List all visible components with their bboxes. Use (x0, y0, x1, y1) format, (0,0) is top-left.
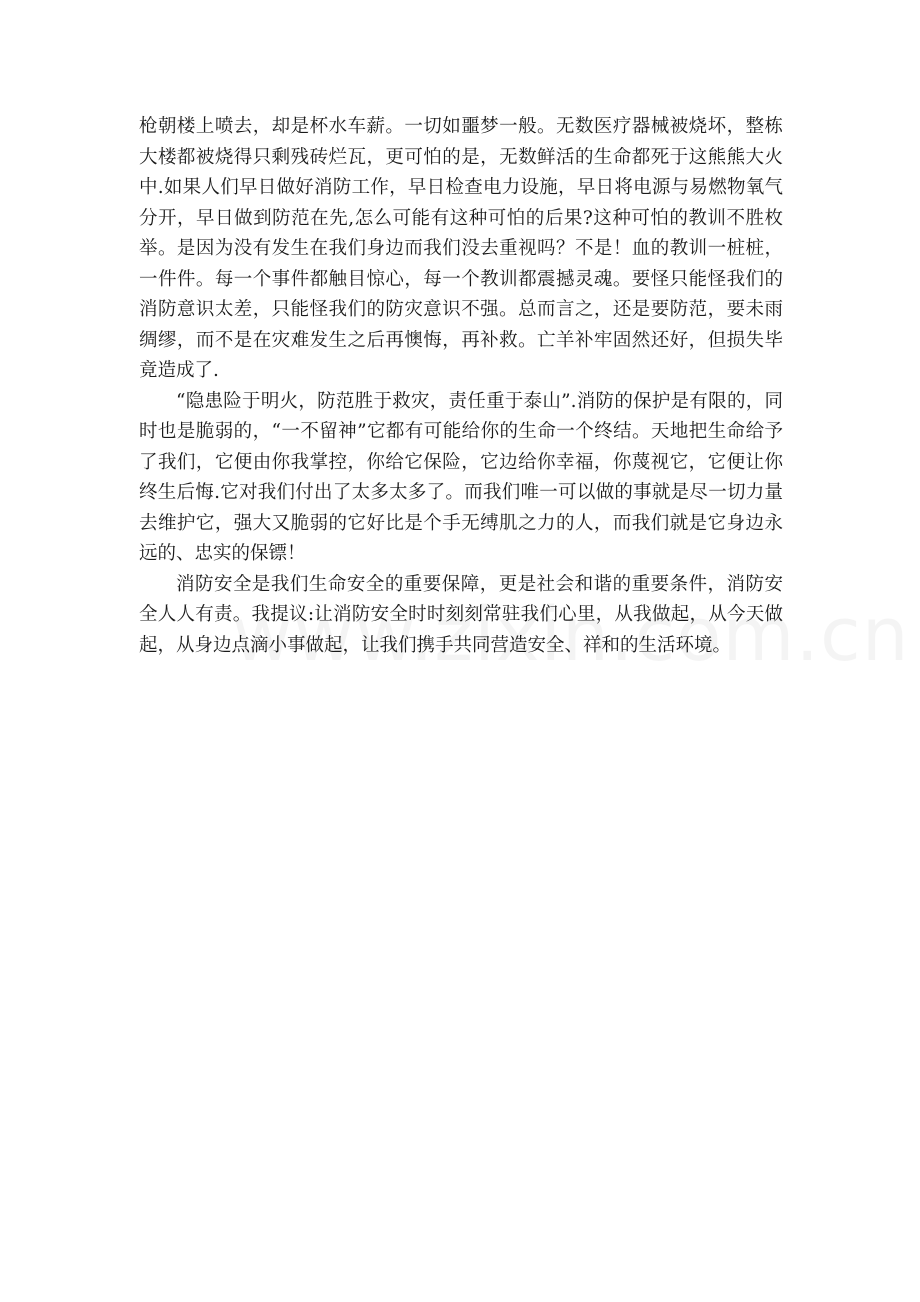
paragraph-1: 枪朝楼上喷去，却是杯水车薪。一切如噩梦一般。无数医疗器械被烧坏，整栋大楼都被烧得只剩残砖烂瓦，更可怕的是，无数鲜活的生命都死于这熊熊大火中.如果人们早日做好消防工作，早日检查电力设施，早日将电源与易燃物氧气分开，早日做到防范在先,怎么可能有这种可怕的后果?这种可怕的教训不胜枚举。是因为没有发生在我们身边而我们没去重视吗？不是！血的教训一桩桩，一件件。每一个事件都触目惊心，每一个教训都震撼灵魂。要怪只能怪我们的消防意识太差，只能怪我们的防灾意识不强。总而言之，还是要防范，要未雨绸缪，而不是在灾难发生之后再懊悔，再补救。亡羊补牢固然还好，但损失毕竟造成了. (139, 116, 783, 381)
document-body (139, 112, 783, 661)
paragraph-3: 消防安全是我们生命安全的重要保障，更是社会和谐的重要条件，消防安全人人有责。我提议:让消防安全时时刻刻常驻我们心里，从我做起，从今天做起，从身边点滴小事做起，让我们携手共同营造安全、祥和的生活环境。 (139, 573, 783, 656)
paragraph-2: “隐患险于明火，防范胜于救灾，责任重于泰山”.消防的保护是有限的，同时也是脆弱的，“一不留神”它都有可能给你的生命一个终结。天地把生命给予了我们，它便由你我掌控，你给它保险，它边给你幸福，你蔑视它，它便让你终生后悔.它对我们付出了太多太多了。而我们唯一可以做的事就是尽一切力量去维护它，强大又脆弱的它好比是个手无缚肌之力的人，而我们就是它身边永远的、忠实的保镖！ (139, 390, 783, 564)
